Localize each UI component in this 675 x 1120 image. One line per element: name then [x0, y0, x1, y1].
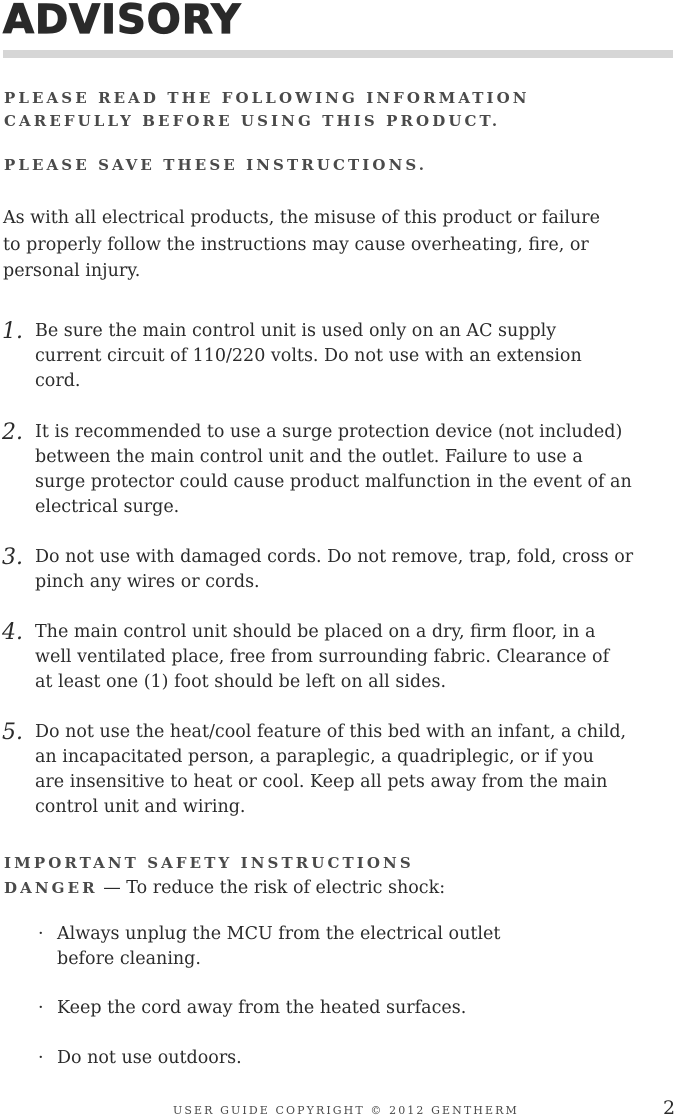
read-notice-line-2: CAREFULLY BEFORE USING THIS PRODUCT. — [4, 112, 501, 130]
bullet-line: Keep the cord away from the heated surfaces. — [57, 998, 467, 1018]
item-line: an incapacitated person, a paraplegic, a quadriplegic, or if you — [35, 747, 594, 767]
item-line: Do not use with damaged cords. Do not remove, trap, fold, cross or — [35, 547, 634, 567]
page-number: 2 — [663, 1097, 675, 1119]
safety-heading: IMPORTANT SAFETY INSTRUCTIONS — [4, 854, 414, 872]
intro-paragraph — [3, 205, 663, 285]
bullet-dot-icon: · — [38, 998, 44, 1018]
intro-line: personal injury. — [3, 261, 141, 281]
item-text — [35, 420, 675, 520]
item-text — [35, 620, 675, 695]
item-line: It is recommended to use a surge protection device (not included) — [35, 422, 623, 442]
bullet-dot-icon: · — [38, 1048, 44, 1068]
item-line: between the main control unit and the outlet. Failure to use a — [35, 447, 583, 467]
bullet-text — [57, 1046, 617, 1071]
page-title: ADVISORY — [3, 0, 242, 43]
item-text — [35, 545, 675, 595]
item-line: Do not use the heat/cool feature of this bed with an infant, a child, — [35, 722, 627, 742]
intro-line: to properly follow the instructions may cause overheating, fire, or — [3, 234, 589, 255]
danger-text: — To reduce the risk of electric shock: — [97, 878, 446, 898]
read-notice-line-1: PLEASE READ THE FOLLOWING INFORMATION — [4, 89, 530, 107]
item-number: 1. — [2, 319, 23, 344]
item-line: are insensitive to heat or cool. Keep all pets away from the main — [35, 772, 608, 792]
title-underline-rule — [3, 50, 673, 58]
item-line: Be sure the main control unit is used only on an AC supply — [35, 321, 557, 341]
save-notice: PLEASE SAVE THESE INSTRUCTIONS. — [4, 156, 428, 174]
item-line: current circuit of 110/220 volts. Do not use with an extension — [35, 346, 582, 366]
item-line: at least one (1) foot should be left on all sides. — [35, 672, 447, 692]
bullet-text — [57, 996, 617, 1021]
item-line: well ventilated place, free from surrounding fabric. Clearance of — [35, 647, 610, 667]
item-number: 5. — [2, 720, 23, 745]
footer-copyright: USER GUIDE COPYRIGHT © 2012 GENTHERM — [173, 1104, 519, 1117]
bullet-line: Do not use outdoors. — [57, 1048, 242, 1068]
item-line: pinch any wires or cords. — [35, 572, 260, 592]
item-text — [35, 319, 675, 394]
item-number: 4. — [2, 620, 23, 645]
bullet-text — [57, 922, 617, 972]
item-line: surge protector could cause product malfunction in the event of an — [35, 472, 632, 492]
item-text — [35, 720, 675, 820]
bullet-dot-icon: · — [38, 924, 44, 944]
item-line: cord. — [35, 371, 81, 391]
danger-label: DANGER — [4, 879, 98, 897]
item-number: 3. — [2, 545, 23, 570]
item-line: The main control unit should be placed on a dry, firm floor, in a — [35, 622, 596, 642]
bullet-line: Always unplug the MCU from the electrical outlet — [57, 924, 501, 944]
item-line: electrical surge. — [35, 497, 180, 517]
item-number: 2. — [2, 420, 23, 445]
danger-statement — [4, 876, 445, 901]
bullet-line: before cleaning. — [57, 949, 201, 969]
intro-line: As with all electrical products, the misuse of this product or failure — [3, 208, 600, 228]
item-line: control unit and wiring. — [35, 797, 246, 817]
